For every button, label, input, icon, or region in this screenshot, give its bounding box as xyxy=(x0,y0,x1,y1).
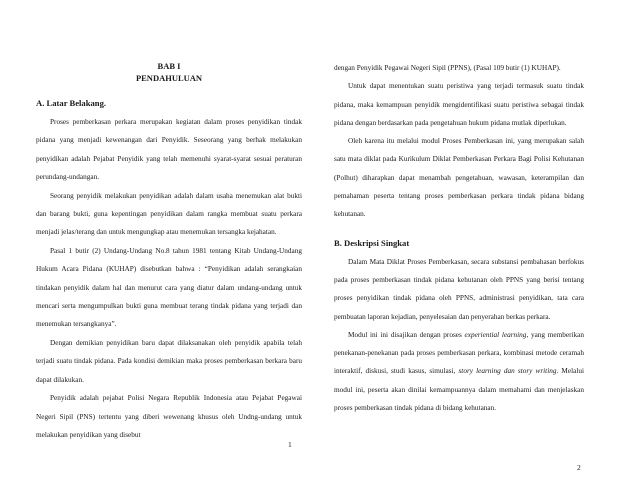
paragraph: Dengan demikian penyidikan baru dapat dilaksanakan oleh penyidik apabila telah terjadi suatu tindak pidana. Pada kondisi demikian maka proses pemberkasan berkara baru dapat dilakukan. xyxy=(36,338,302,384)
paragraph: Penyidik adalah pejabat Polisi Negara Republik Indonesia atau Pejabat Pegawai Negeri Sipil (PNS) tertentu yang diberi wewenang khusus oleh Undng-undang untuk melakukan penyidikan yang disebut xyxy=(36,394,302,439)
section-b-heading: B. Deskripsi Singkat xyxy=(334,237,410,248)
page-number-left: 1 xyxy=(288,440,292,449)
chapter-title: PENDAHULUAN xyxy=(135,73,203,83)
paragraph: Untuk dapat menentukan suatu peristiwa yang terjadi termasuk suatu tindak pidana, maka kemampuan penyidik mengidentifikasi suatu peristiwa sebagai tindak pidana dengan berdasarkan pada pengetahuan hukum pidana mutlak diperlukan. xyxy=(334,82,584,127)
paragraph: Oleh karena itu melalui modul Proses Pemberkasan ini, yang merupakan salah satu mata diklat pada Kurikulum Diklat Pemberkasan Perkara Bagi Polisi Kehutanan (Polhut) diharapkan dapat menambah pengetahuan, wawasan, keterampilan dan pemahaman peserta tentang proses pemberkasan perkara tindak pidana bidang kehutanan. xyxy=(334,137,584,219)
paragraph: Seorang penyidik melakukan penyidikan adalah dalam usaha menemukan alat bukti dan barang bukti, guna kepentingan penyidikan dalam rangka membuat suatu perkara menjadi jelas/terang dan untuk mengungkap atau menemukan tersangka kejahatan. xyxy=(36,191,302,237)
paragraph: Dalam Mata Diklat Proses Pemberkasan, secara substansi pembahasan berfokus pada proses pemberkasan tindak pidana kehutanan oleh PPNS yang berisi tentang proses penyidikan tindak pidana oleh PPNS, administrasi penyidikan, tata cara pembuatan laporan kejadian, penyelesaian dan penyerahan berkas perkara. xyxy=(334,257,584,321)
italic-term: story learning dan story writing xyxy=(458,367,557,376)
text-run: , yang memberikan penekanan-penekanan pada proses pemberkasan perkara, kombinasi metode ceramah interaktif, diskusi, studi kasus, simulasi, xyxy=(334,330,584,376)
page-number-right: 2 xyxy=(577,463,581,472)
right-page xyxy=(334,0,584,493)
left-page xyxy=(36,0,302,493)
paragraph: Pasal 1 butir (2) Undang-Undang No.8 tahun 1981 tentang Kitab Undang-Undang Hukum Acara Pidana (KUHAP) disebutkan bahwa : “Penyidikan adalah serangkaian tindakan penyidik dalam hal dan menurut cara yang diatur dalam undang-undang untuk mencari serta mengumpulkan bukti guna membuat terang tindak pidana yang terjadi dan menemukan tersangkanya”. xyxy=(36,246,302,329)
paragraph-with-italics xyxy=(334,326,584,417)
section-a-heading: A. Latar Belakang. xyxy=(36,98,107,108)
paragraph: Proses pemberkasan perkara merupakan kegiatan dalam proses penyidikan tindak pidana yang menjadi kewenangan dari Penyidik. Seseorang yang berhak melakukan penyidikan adalah Pejabat Penyidik yang telah memenuhi syarat-syarat sesuai peraturan perundang-undangan. xyxy=(36,118,302,182)
text-run: Modul ini ini disajikan dengan proses xyxy=(348,330,465,339)
chapter-number: BAB I xyxy=(157,61,181,71)
text-run: . Melalui modul ini, peserta akan dinilai kemampuannya dalam memahami dan menjelaskan proses pemberkasan tindak pidana di bidang kehutanan. xyxy=(334,367,584,413)
italic-term: experiential learning xyxy=(464,330,527,339)
continuation-paragraph: dengan Penyidik Pegawai Negeri Sipil (PPNS), (Pasal 109 butir (1) KUHAP). xyxy=(334,64,561,72)
